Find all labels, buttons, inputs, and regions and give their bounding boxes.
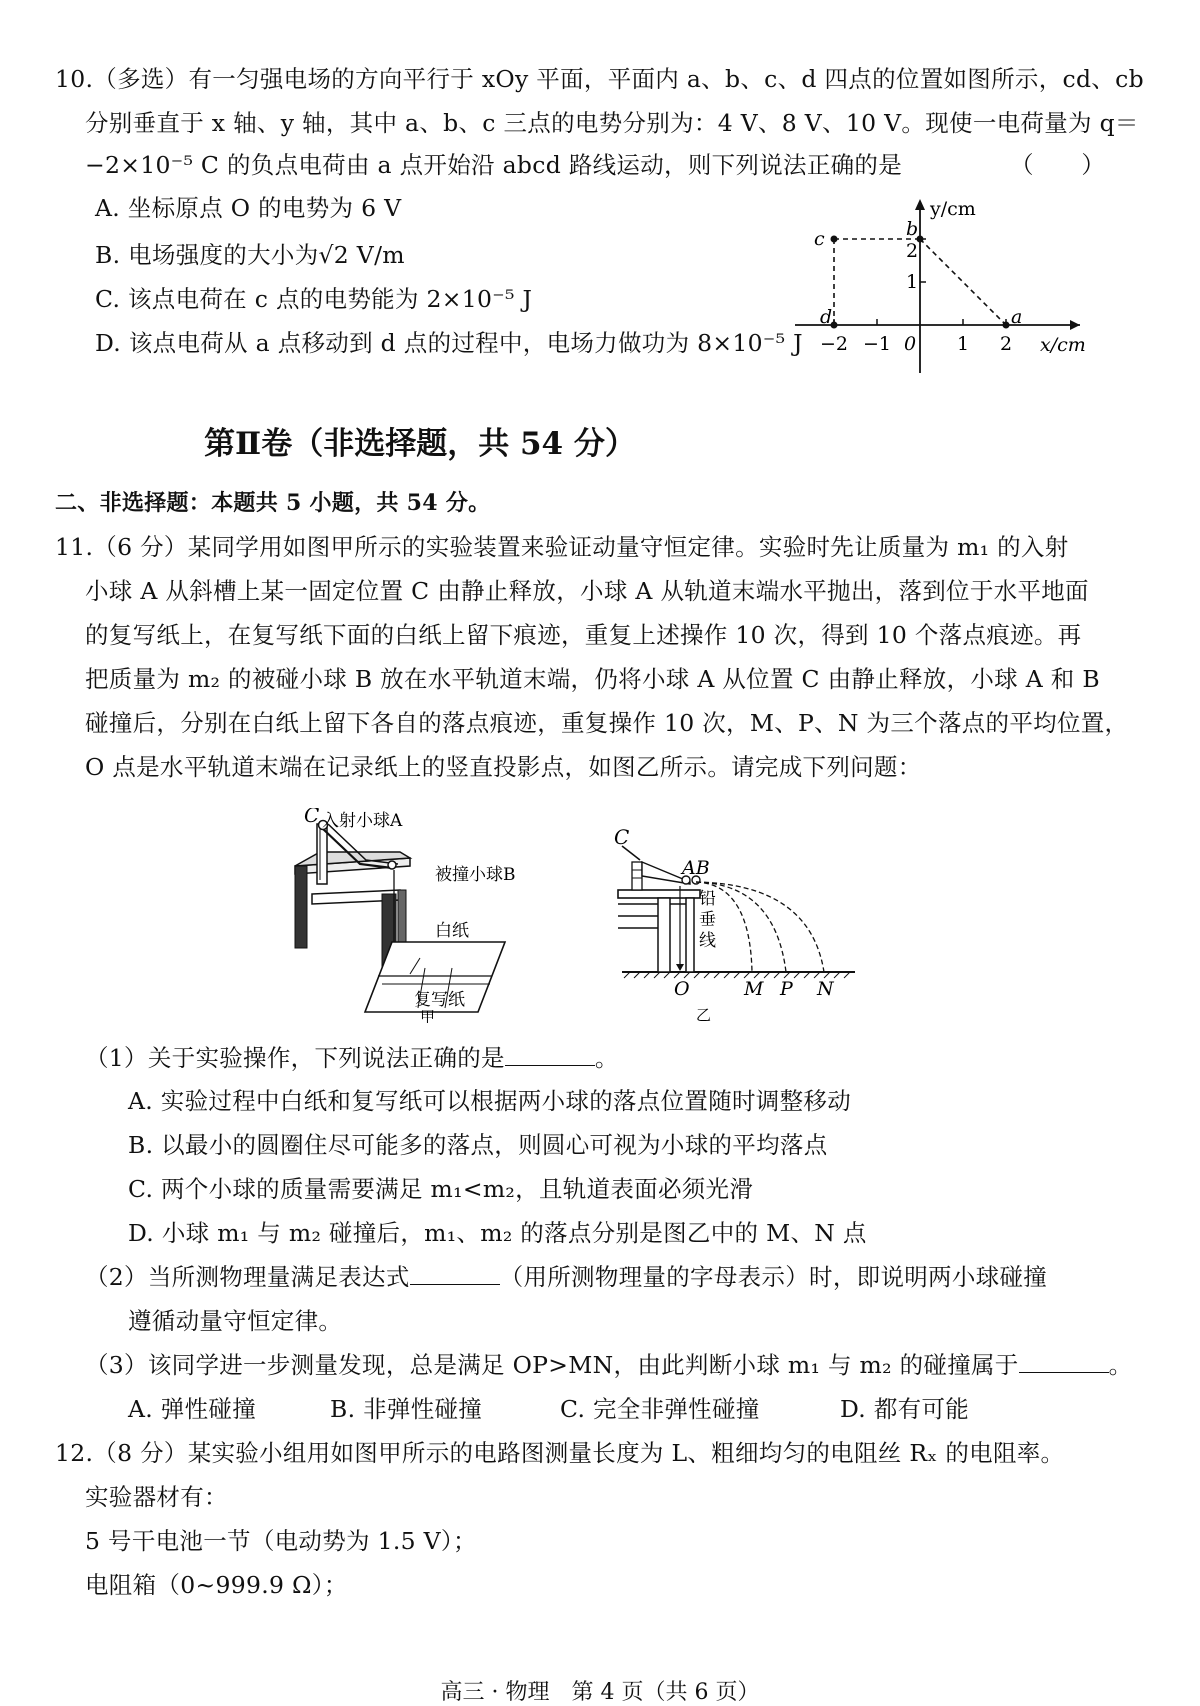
q11-part-3-option-a: A. 弹性碰撞: [128, 1395, 257, 1423]
yi-label-ab: AB: [682, 857, 710, 879]
y-tick-2: 2: [906, 240, 919, 262]
point-a-label: a: [1011, 306, 1023, 328]
section-2-title: 第Ⅱ卷（非选择题，共 54 分）: [204, 426, 636, 462]
jia-label-c: C: [304, 808, 320, 827]
q12-line-4: 电阻箱（0~999.9 Ω）；: [85, 1571, 348, 1599]
x-tick-neg2: −2: [820, 333, 849, 355]
jia-label-incident-ball: 入射小球A: [322, 811, 403, 831]
q11-part-1-option-b: B. 以最小的圆圈住尽可能多的落点，则圆心可视为小球的平均落点: [128, 1131, 828, 1159]
point-a: [1003, 322, 1010, 329]
q11-part-2-stem: （2）当所测物理量满足表达式 （用所测物理量的字母表示）时，即说明两小球碰撞: [85, 1263, 1048, 1291]
q11-part-3-blank[interactable]: [1019, 1350, 1109, 1373]
point-c-label: c: [814, 228, 825, 250]
x-tick-2: 2: [1000, 333, 1013, 355]
jia-label-carbon-paper: 复写纸: [414, 990, 465, 1010]
yi-label-p: P: [780, 978, 793, 1000]
x-axis-label: x/cm: [1040, 334, 1086, 356]
q10-line-2: 分别垂直于 x 轴、y 轴，其中 a、b、c 三点的电势分别为：4 V、8 V、10 V。现使一电荷量为 q＝: [85, 109, 1139, 137]
q10-line-3: −2×10⁻⁵ C 的负点电荷由 a 点开始沿 abcd 路线运动，则下列说法正确的是: [85, 151, 903, 179]
q11-part-1-blank[interactable]: [505, 1043, 595, 1066]
jia-label-target-ball: 被撞小球B: [435, 865, 516, 885]
q10-answer-bracket: （ ）: [1010, 151, 1106, 179]
q11-part-1-option-c: C. 两个小球的质量需要满足 m₁<m₂，且轨道表面必须光滑: [128, 1175, 754, 1203]
q10-option-a: A. 坐标原点 O 的电势为 6 V: [95, 194, 402, 222]
part-2-header: 二、非选择题：本题共 5 小题，共 54 分。: [55, 490, 491, 516]
q11-part-1-option-a: A. 实验过程中白纸和复写纸可以根据两小球的落点位置随时调整移动: [128, 1087, 852, 1115]
q10-option-c: C. 该点电荷在 c 点的电势能为 2×10⁻⁵ J: [95, 285, 533, 313]
jia-label-white-paper: 白纸: [435, 921, 469, 941]
q11-line-3: 的复写纸上，在复写纸下面的白纸上留下痕迹，重复上述操作 10 次，得到 10 个落点痕迹。再: [85, 621, 1082, 649]
x-tick-1: 1: [957, 333, 970, 355]
page-footer: 高三 · 物理 第 4 页（共 6 页）: [440, 1680, 760, 1705]
yi-label-n: N: [817, 978, 834, 1000]
q12-line-2: 实验器材有：: [85, 1483, 228, 1511]
yi-label-m: M: [744, 978, 764, 1000]
q12-line-1: 12.（8 分）某实验小组用如图甲所示的电路图测量长度为 L、粗细均匀的电阻丝 Rₓ 的电阻率。: [55, 1439, 1065, 1467]
yi-label-plumb-1: 铅: [699, 889, 716, 909]
q10-coordinate-graph: [790, 195, 1090, 380]
q10-option-b: B. 电场强度的大小为√2 V/m: [95, 241, 405, 269]
q10-line-1: 10.（多选）有一匀强电场的方向平行于 xOy 平面，平面内 a、b、c、d 四点的位置如图所示，cd、cb: [55, 65, 1144, 93]
yi-label-o: O: [674, 978, 690, 1000]
q10-option-d: D. 该点电荷从 a 点移动到 d 点的过程中，电场力做功为 8×10⁻⁵ J: [95, 329, 803, 357]
yi-label-plumb-3: 线: [699, 931, 716, 951]
figure-yi-trajectories: [610, 820, 870, 1025]
q11-line-6: O 点是水平轨道末端在记录纸上的竖直投影点，如图乙所示。请完成下列问题：: [85, 753, 922, 781]
y-tick-1: 1: [906, 271, 919, 293]
y-axis-arrow: [915, 199, 925, 210]
yi-caption: 乙: [696, 1006, 712, 1024]
yi-label-plumb-2: 垂: [699, 910, 716, 930]
x-axis-arrow: [1070, 320, 1080, 330]
q11-line-5: 碰撞后，分别在白纸上留下各自的落点痕迹，重复操作 10 次，M、P、N 为三个落点的平均位置，: [85, 709, 1129, 737]
y-axis-label: y/cm: [930, 198, 976, 220]
q11-part-1-option-d: D. 小球 m₁ 与 m₂ 碰撞后，m₁、m₂ 的落点分别是图乙中的 M、N 点: [128, 1219, 867, 1247]
q11-part-3-option-d: D. 都有可能: [840, 1395, 970, 1423]
point-b-label: b: [906, 218, 919, 240]
x-tick-neg1: −1: [863, 333, 892, 355]
ba-dashed-line: [920, 239, 1006, 325]
point-c: [831, 236, 838, 243]
yi-label-c: C: [614, 825, 630, 849]
q11-part-3-option-b: B. 非弹性碰撞: [330, 1395, 483, 1423]
q11-line-1: 11.（6 分）某同学用如图甲所示的实验装置来验证动量守恒定律。实验时先让质量为 m₁ 的入射: [55, 533, 1069, 561]
q11-part-2-continued: 遵循动量守恒定律。: [128, 1307, 343, 1335]
q12-line-3: 5 号干电池一节（电动势为 1.5 V）；: [85, 1527, 477, 1555]
x-tick-0: 0: [904, 333, 917, 355]
q11-line-4: 把质量为 m₂ 的被碰小球 B 放在水平轨道末端，仍将小球 A 从位置 C 由静止释放，小球 A 和 B: [85, 665, 1100, 693]
figure-jia-apparatus: [290, 808, 560, 1023]
q11-part-1-stem: （1）关于实验操作，下列说法正确的是 。: [85, 1044, 619, 1072]
q11-part-3-option-c: C. 完全非弹性碰撞: [560, 1395, 760, 1423]
jia-caption: 甲: [420, 1008, 436, 1023]
q11-part-2-blank[interactable]: [410, 1262, 500, 1285]
point-d-label: d: [820, 306, 833, 328]
q11-part-3-stem: （3）该同学进一步测量发现，总是满足 OP>MN，由此判断小球 m₁ 与 m₂ 的碰撞属于 。: [85, 1351, 1133, 1379]
q11-line-2: 小球 A 从斜槽上某一固定位置 C 由静止释放，小球 A 从轨道末端水平抛出，落到位于水平地面: [85, 577, 1089, 605]
